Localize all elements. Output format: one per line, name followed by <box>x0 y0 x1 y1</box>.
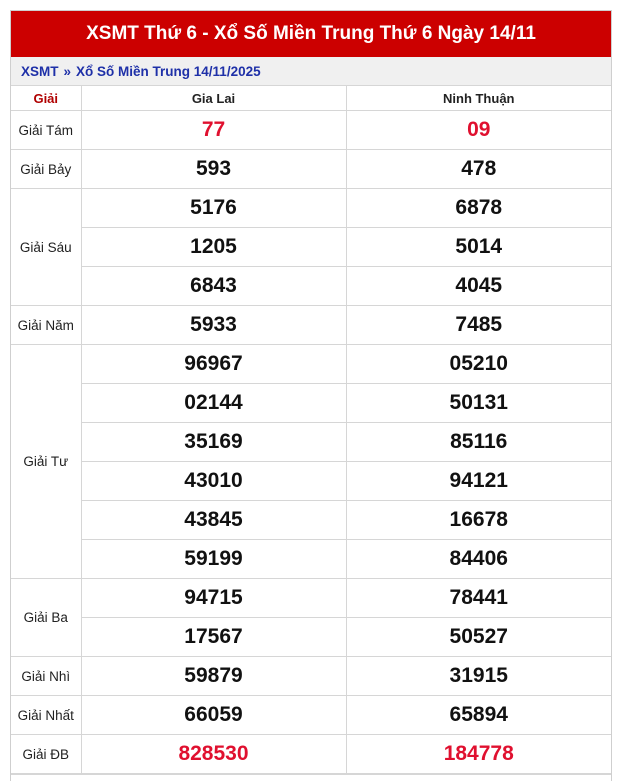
prize-number: 5014 <box>346 228 611 267</box>
breadcrumb-separator: » <box>63 63 72 79</box>
prize-number: 17567 <box>81 618 346 657</box>
prize-number: 31915 <box>346 657 611 696</box>
prize-number: 5933 <box>81 306 346 345</box>
prize-row <box>11 189 611 228</box>
prize-number: 05210 <box>346 345 611 384</box>
prize-label: Giải Nhì <box>11 657 81 696</box>
prize-number: 478 <box>346 150 611 189</box>
results-container <box>10 10 612 781</box>
prize-number: 43010 <box>81 462 346 501</box>
prize-number: 77 <box>81 111 346 150</box>
prize-row <box>11 306 611 345</box>
prize-row <box>11 423 611 462</box>
prize-row <box>11 657 611 696</box>
column-header-giai: Giải <box>11 86 81 111</box>
prize-label: Giải Năm <box>11 306 81 345</box>
prize-label: Giải Tám <box>11 111 81 150</box>
prize-number: 7485 <box>346 306 611 345</box>
prize-number: 593 <box>81 150 346 189</box>
prize-number: 59199 <box>81 540 346 579</box>
prize-number: 09 <box>346 111 611 150</box>
prize-label: Giải Sáu <box>11 189 81 306</box>
prize-number: 96967 <box>81 345 346 384</box>
prize-number: 85116 <box>346 423 611 462</box>
prize-number: 1205 <box>81 228 346 267</box>
breadcrumb-current-link[interactable]: Xổ Số Miền Trung 14/11/2025 <box>76 63 261 79</box>
prize-row <box>11 345 611 384</box>
prize-number: 84406 <box>346 540 611 579</box>
prize-number: 65894 <box>346 696 611 735</box>
prize-number: 5176 <box>81 189 346 228</box>
prize-number: 66059 <box>81 696 346 735</box>
prize-row <box>11 462 611 501</box>
prize-row <box>11 618 611 657</box>
prize-row <box>11 735 611 774</box>
prize-label: Giải Nhất <box>11 696 81 735</box>
prize-row <box>11 228 611 267</box>
prize-label: Giải ĐB <box>11 735 81 774</box>
prize-label: Giải Tư <box>11 345 81 579</box>
prize-row <box>11 111 611 150</box>
table-header-row <box>11 86 611 111</box>
prize-row <box>11 150 611 189</box>
column-header-province: Ninh Thuận <box>346 86 611 111</box>
prize-number: 59879 <box>81 657 346 696</box>
prize-row <box>11 579 611 618</box>
prize-number: 6843 <box>81 267 346 306</box>
column-header-province: Gia Lai <box>81 86 346 111</box>
prize-number: 94715 <box>81 579 346 618</box>
prize-number: 94121 <box>346 462 611 501</box>
results-table <box>11 86 611 774</box>
prize-number: 828530 <box>81 735 346 774</box>
prize-number: 16678 <box>346 501 611 540</box>
prize-label: Giải Bảy <box>11 150 81 189</box>
prize-number: 43845 <box>81 501 346 540</box>
prize-row <box>11 696 611 735</box>
prize-number: 78441 <box>346 579 611 618</box>
prize-number: 6878 <box>346 189 611 228</box>
prize-number: 4045 <box>346 267 611 306</box>
prize-row <box>11 501 611 540</box>
prize-number: 50131 <box>346 384 611 423</box>
page-title: XSMT Thứ 6 - Xổ Số Miền Trung Thứ 6 Ngày 14/11 <box>11 11 611 57</box>
breadcrumb <box>11 57 611 86</box>
prize-row <box>11 384 611 423</box>
prize-row <box>11 267 611 306</box>
breadcrumb-home-link[interactable]: XSMT <box>21 63 59 79</box>
prize-number: 35169 <box>81 423 346 462</box>
prize-number: 02144 <box>81 384 346 423</box>
prize-row <box>11 540 611 579</box>
prize-label: Giải Ba <box>11 579 81 657</box>
prize-number: 184778 <box>346 735 611 774</box>
prize-number: 50527 <box>346 618 611 657</box>
